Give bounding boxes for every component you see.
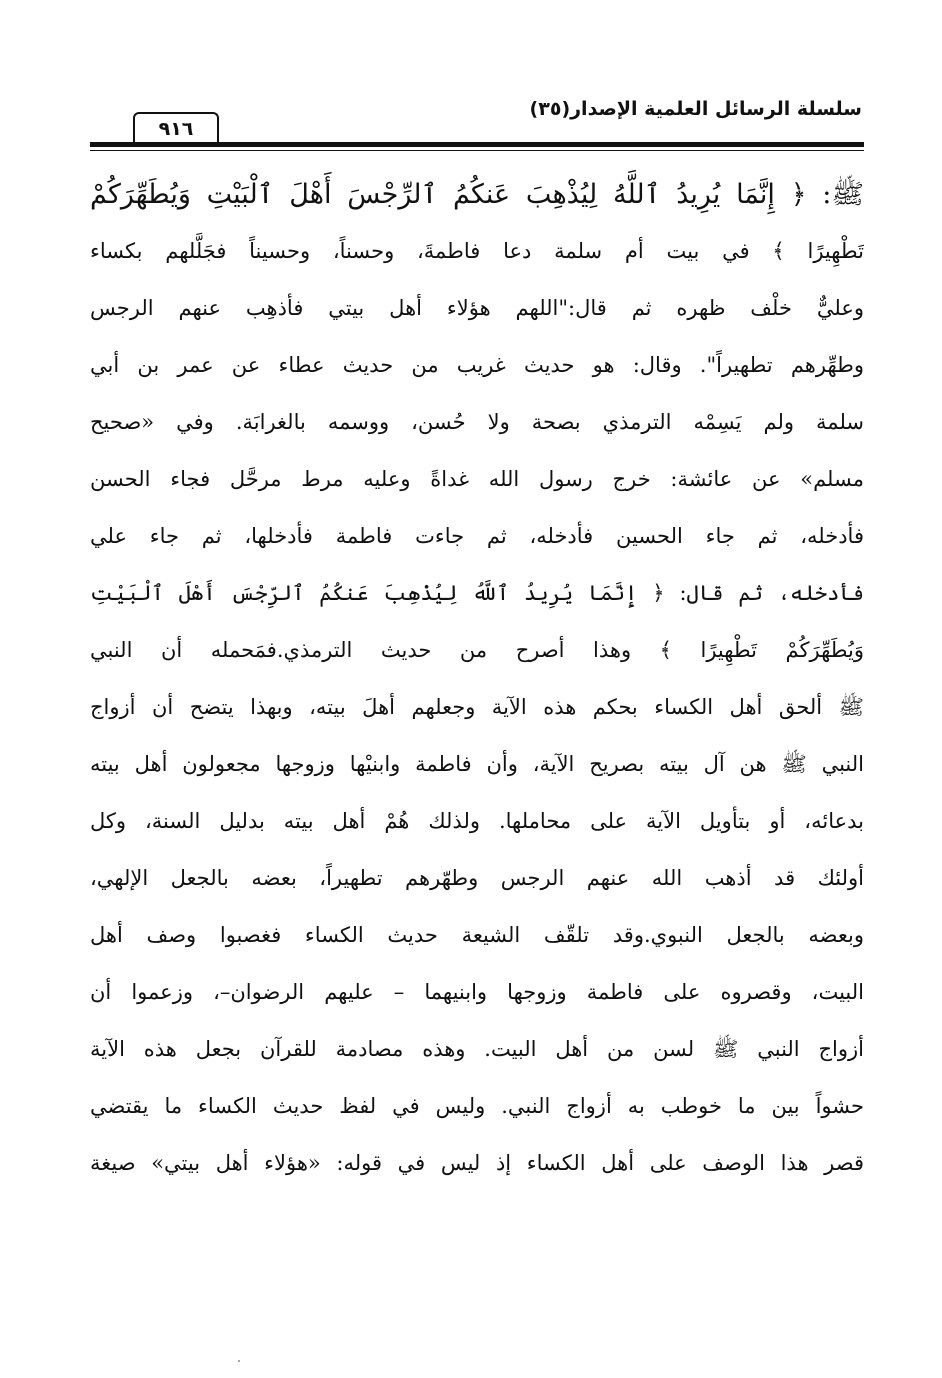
- text-line: النبي ﷺ هن آل بيته بصريح الآية، وأن فاطمة وابنيْها وزوجها مجعولون أهل بيته: [90, 752, 864, 776]
- header-rule-thin: [90, 150, 864, 151]
- text-line: حشواً بين ما خوطب به أزواج النبي. وليس في لفظ حديث الكساء ما يقتضي: [90, 1094, 864, 1118]
- header-rule-thick: [90, 142, 864, 147]
- text-line: أولئك قد أذهب الله عنهم الرجس وطهّرهم تطهيراً، بعضه بالجعل الإلهي،: [90, 866, 864, 890]
- page-number: ٩١٦: [133, 112, 219, 144]
- text-line: مسلم» عن عائشة: خرج رسول الله غداةً وعليه مرط مرحَّل فجاء الحسن: [90, 467, 864, 491]
- body-text: [90, 166, 864, 1192]
- series-title: سلسلة الرسائل العلمية الإصدار(٣٥): [529, 98, 862, 120]
- text-line: وَيُطَهِّرَكُمْ تَطْهِيرًا ﴾ وهذا أصرح من حديث الترمذي.فمَحمله أن النبي: [90, 638, 864, 662]
- text-line: فأدخله، ثم جاء الحسين فأدخله، ثم جاءت فاطمة فأدخلها، ثم جاء علي: [90, 524, 864, 548]
- text-line: قصر هذا الوصف على أهل الكساء إذ ليس في قوله: «هؤلاء أهل بيتي» صيغة: [90, 1151, 864, 1175]
- text-line: وعليٌّ خلْف ظهره ثم قال:"اللهم هؤلاء أهل بيتي فأذهِب عنهم الرجس: [90, 296, 864, 320]
- text-line: سلمة ولم يَسِمْه الترمذي بصحة ولا حُسن، ووسمه بالغرابَة. وفي «صحيح: [90, 410, 864, 434]
- text-line: بدعائه، أو بتأويل الآية على محاملها. ولذلك هُمْ أهل بيته بدليل السنة، وكل: [90, 809, 864, 833]
- scan-speck: [238, 1360, 240, 1362]
- text-line: فأدخله، ثم قال: ﴿ إِنَّمَا يُرِيدُ ٱللَّهُ لِيُذْهِبَ عَنكُمُ ٱلرِّجْسَ أَهْلَ ٱلْبَيْتِ: [90, 581, 864, 605]
- text-line: أزواج النبي ﷺ لسن من أهل البيت. وهذه مصادمة للقرآن بجعل هذه الآية: [90, 1037, 864, 1061]
- text-line: وطهِّرهم تطهيراً". وقال: هو حديث غريب من حديث عطاء عن عمر بن أبي: [90, 353, 864, 377]
- text-line: البيت، وقصروه على فاطمة وزوجها وابنيهما – عليهم الرضوان–، وزعموا أن: [90, 980, 864, 1004]
- text-line: تَطْهِيرًا ﴾ في بيت أم سلمة دعا فاطمةَ، وحسناً، وحسيناً فجَلَّلهم بكساء: [90, 239, 864, 263]
- text-line: ﷺ ألحق أهل الكساء بحكم هذه الآية وجعلهم أهلَ بيته، وبهذا يتضح أن أزواج: [90, 695, 864, 719]
- text-line: وبعضه بالجعل النبوي.وقد تلقّف الشيعة حديث الكساء فغصبوا وصف أهل: [90, 923, 864, 947]
- text-line: ﷺ: ﴿ إِنَّمَا يُرِيدُ ٱللَّهُ لِيُذْهِبَ عَنكُمُ ٱلرِّجْسَ أَهْلَ ٱلْبَيْتِ وَيُطَهِّرَكُمْ: [90, 179, 864, 210]
